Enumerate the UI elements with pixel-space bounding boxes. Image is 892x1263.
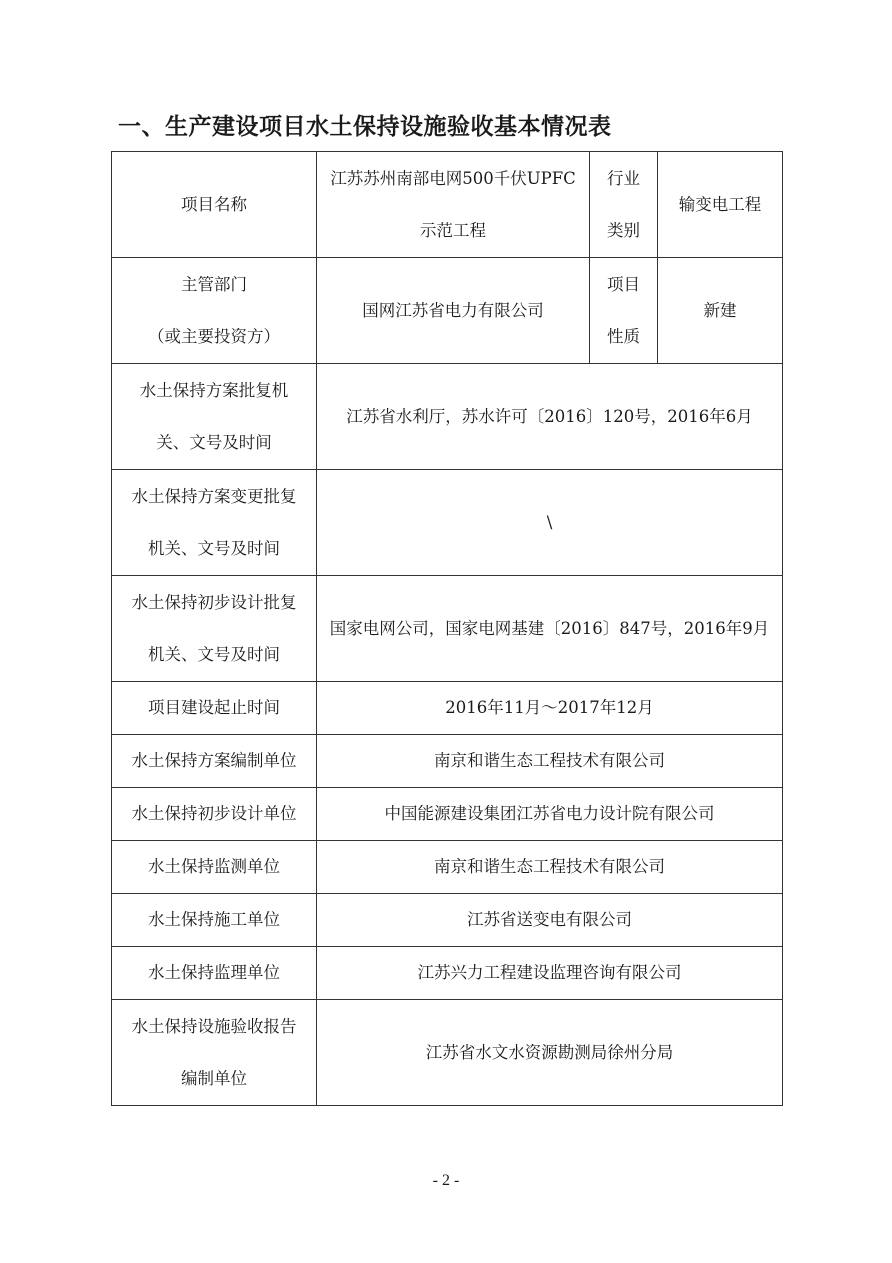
plan-change-label [112,470,317,576]
prelim-design-label-line2: 机关、文号及时间 [148,644,280,664]
monitor-unit-label: 水土保持监测单位 [112,841,317,894]
design-unit-value: 中国能源建设集团江苏省电力设计院有限公司 [317,788,783,841]
table-row-report-unit [112,1000,783,1106]
page-title: 一、生产建设项目水土保持设施验收基本情况表 [118,114,612,140]
prelim-design-label [112,576,317,682]
industry-category-label-line1: 行业 [607,168,640,188]
table-row-department [112,258,783,364]
project-name-value-line1: 江苏苏州南部电网500千伏UPFC [330,168,576,188]
project-nature-label-line2: 性质 [607,326,640,346]
department-label-line1: 主管部门 [181,274,247,294]
prelim-design-value: 国家电网公司，国家电网基建〔2016〕847号，2016年9月 [317,576,783,682]
plan-unit-value: 南京和谐生态工程技术有限公司 [317,735,783,788]
supervision-unit-value: 江苏兴力工程建设监理咨询有限公司 [317,947,783,1000]
plan-approval-value: 江苏省水利厅，苏水许可〔2016〕120号，2016年6月 [317,364,783,470]
plan-unit-label: 水土保持方案编制单位 [112,735,317,788]
table-row-monitor-unit [112,841,783,894]
table-row-plan-approval [112,364,783,470]
project-name-value-line2: 示范工程 [420,220,486,240]
table-row-plan-change [112,470,783,576]
supervision-unit-label: 水土保持监理单位 [112,947,317,1000]
prelim-design-label-line1: 水土保持初步设计批复 [131,592,297,612]
department-label-line2: （或主要投资方） [148,326,280,346]
plan-approval-label-line2: 关、文号及时间 [156,432,272,452]
report-unit-label-line2: 编制单位 [181,1068,247,1088]
table-row-project-name [112,152,783,258]
plan-approval-label-line1: 水土保持方案批复机 [139,380,289,400]
page-number: - 2 - [432,1172,460,1189]
project-nature-label-line1: 项目 [607,274,640,294]
plan-change-value: \ [317,470,783,576]
table-row-prelim-design [112,576,783,682]
period-label: 项目建设起止时间 [112,682,317,735]
department-label [112,258,317,364]
table-row-period [112,682,783,735]
report-unit-label-line1: 水土保持设施验收报告 [131,1016,297,1036]
industry-category-label-line2: 类别 [607,220,640,240]
report-unit-label [112,1000,317,1106]
period-value: 2016年11月～2017年12月 [317,682,783,735]
construction-unit-value: 江苏省送变电有限公司 [317,894,783,947]
report-unit-value: 江苏省水文水资源勘测局徐州分局 [317,1000,783,1106]
project-nature-value: 新建 [658,258,783,364]
project-name-value [317,152,590,258]
table-row-construction-unit [112,894,783,947]
project-name-label: 项目名称 [112,152,317,258]
plan-change-label-line1: 水土保持方案变更批复 [131,486,297,506]
plan-approval-label [112,364,317,470]
design-unit-label: 水土保持初步设计单位 [112,788,317,841]
department-value: 国网江苏省电力有限公司 [317,258,590,364]
monitor-unit-value: 南京和谐生态工程技术有限公司 [317,841,783,894]
acceptance-info-table [111,151,783,1106]
table-row-plan-unit [112,735,783,788]
project-nature-label [590,258,658,364]
industry-category-value: 输变电工程 [658,152,783,258]
plan-change-label-line2: 机关、文号及时间 [148,538,280,558]
construction-unit-label: 水土保持施工单位 [112,894,317,947]
industry-category-label [590,152,658,258]
table-row-design-unit [112,788,783,841]
table-row-supervision-unit [112,947,783,1000]
